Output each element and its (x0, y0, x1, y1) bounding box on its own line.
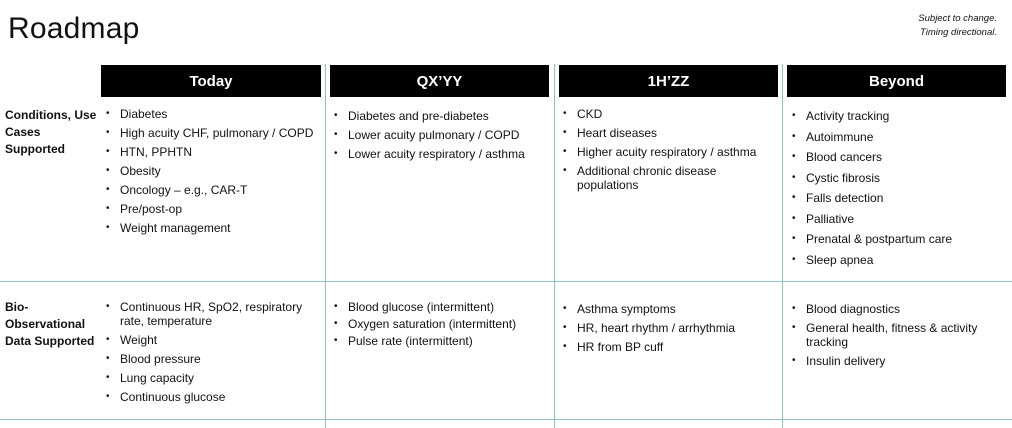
list-item: • Weight (104, 333, 322, 347)
list-item: • Insulin delivery (790, 354, 1002, 368)
list-item: • Lower acuity respiratory / asthma (332, 147, 547, 161)
row-label-bio-observational: Bio-Observational Data Supported (5, 300, 95, 348)
cell-conditions-beyond (790, 109, 1005, 273)
list-item: • Continuous HR, SpO2, respiratory rate, temperature (104, 300, 322, 328)
list-item: • Blood pressure (104, 352, 322, 366)
list-item: • Diabetes (104, 107, 319, 121)
list-item: • Additional chronic disease populations (561, 164, 736, 192)
column-divider (325, 64, 326, 428)
list-item: • Prenatal & postpartum care (790, 232, 1005, 246)
cell-conditions-qx-yy (332, 109, 547, 166)
disclaimer-line: Timing directional. (919, 27, 997, 38)
list-item: • Lung capacity (104, 371, 322, 385)
cell-bio-beyond (790, 302, 1002, 373)
cell-bio-1h-zz (561, 302, 776, 359)
list-item: • Higher acuity respiratory / asthma (561, 145, 776, 159)
cell-bio-today (104, 300, 322, 409)
list-item: • Palliative (790, 212, 1005, 226)
list-item: • Cystic fibrosis (790, 171, 1005, 185)
column-divider (554, 64, 555, 428)
row-label-conditions: Conditions, Use Cases Supported (5, 108, 97, 156)
list-item: • Blood glucose (intermittent) (332, 300, 547, 314)
list-item: • HR from BP cuff (561, 340, 776, 354)
list-item: • Diabetes and pre-diabetes (332, 109, 547, 123)
list-item: • Activity tracking (790, 109, 1005, 123)
list-item: • Weight management (104, 221, 319, 235)
column-divider (782, 64, 783, 428)
list-item: • Continuous glucose (104, 390, 322, 404)
list-item: • High acuity CHF, pulmonary / COPD (104, 126, 319, 140)
list-item: • Oxygen saturation (intermittent) (332, 317, 547, 331)
list-item: • CKD (561, 107, 776, 121)
list-item: • Oncology – e.g., CAR-T (104, 183, 319, 197)
page-title: Roadmap (8, 12, 140, 45)
disclaimer-line: Subject to change. (918, 13, 997, 24)
disclaimer (918, 12, 997, 40)
row-divider (0, 419, 1012, 420)
column-header-beyond: Beyond (787, 65, 1006, 97)
list-item: • Lower acuity pulmonary / COPD (332, 128, 547, 142)
list-item: • HTN, PPHTN (104, 145, 319, 159)
list-item: • Falls detection (790, 191, 1005, 205)
list-item: • Asthma symptoms (561, 302, 776, 316)
list-item: • Blood diagnostics (790, 302, 1002, 316)
list-item: • Autoimmune (790, 130, 1005, 144)
list-item: • Pre/post-op (104, 202, 319, 216)
list-item: • Blood cancers (790, 150, 1005, 164)
cell-conditions-today (104, 107, 319, 240)
column-header-1h-zz: 1H’ZZ (559, 65, 778, 97)
list-item: • Heart diseases (561, 126, 776, 140)
cell-conditions-1h-zz (561, 107, 776, 197)
list-item: • Pulse rate (intermittent) (332, 334, 547, 348)
cell-bio-qx-yy (332, 300, 547, 351)
column-header-qx-yy: QX’YY (330, 65, 549, 97)
list-item: • General health, fitness & activity tracking (790, 321, 1002, 349)
list-item: • Obesity (104, 164, 319, 178)
row-divider (0, 281, 1012, 282)
list-item: • Sleep apnea (790, 253, 1005, 267)
column-header-today: Today (101, 65, 321, 97)
list-item: • HR, heart rhythm / arrhythmia (561, 321, 776, 335)
